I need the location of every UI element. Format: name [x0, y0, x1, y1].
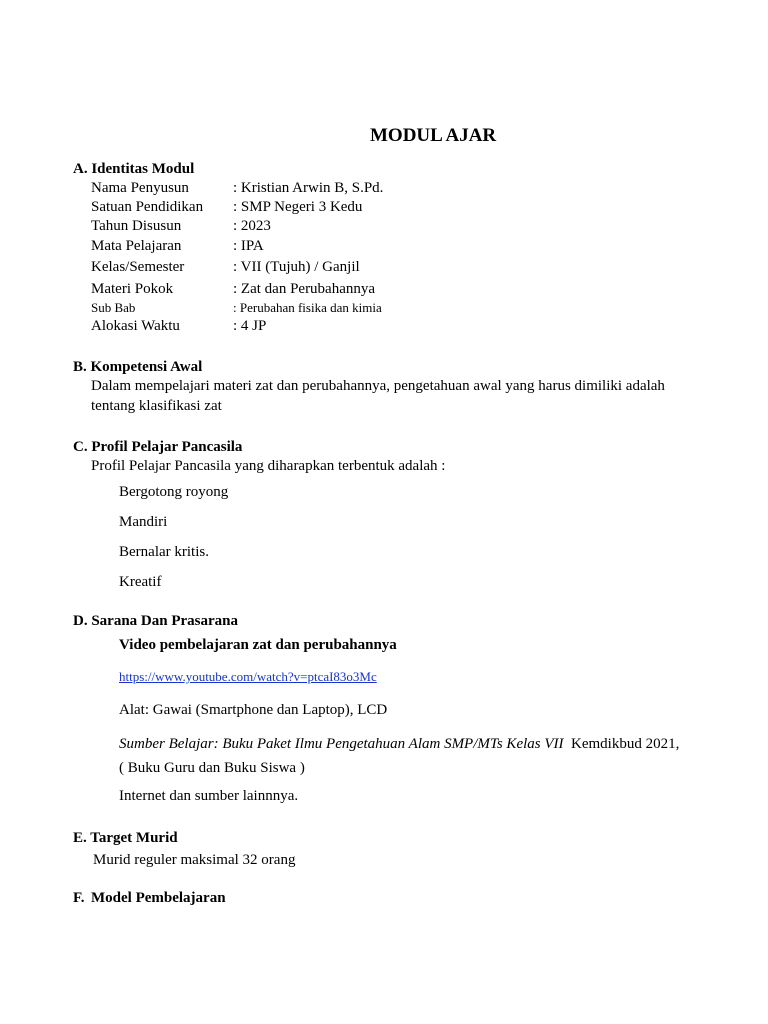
list-item: Mandiri	[119, 514, 168, 530]
list-item: Bernalar kritis.	[119, 544, 209, 560]
profil-intro: Profil Pelajar Pancasila yang diharapkan terbentuk adalah :	[91, 458, 446, 474]
list-item: Alat: Gawai (Smartphone dan Laptop), LCD	[119, 702, 388, 718]
identitas-value: : Perubahan fisika dan kimia	[233, 300, 382, 315]
section-kompetensi-heading: B. Kompetensi Awal	[73, 359, 203, 375]
identitas-label: Sub Bab	[91, 300, 136, 315]
list-item	[119, 736, 679, 753]
sumber-belajar-publisher: Kemdikbud 2021,	[571, 736, 680, 752]
identitas-label: Alokasi Waktu	[91, 318, 180, 334]
section-target-heading: E. Target Murid	[73, 830, 178, 846]
identitas-label: Kelas/Semester	[91, 259, 185, 275]
list-item: Video pembelajaran zat dan perubahannya	[119, 637, 397, 653]
kompetensi-text-line: tentang klasifikasi zat	[91, 398, 222, 414]
section-model-heading: Model Pembelajaran	[91, 890, 226, 906]
sumber-belajar-line2: ( Buku Guru dan Buku Siswa )	[119, 760, 305, 776]
identitas-label: Mata Pelajaran	[91, 238, 182, 254]
identitas-label: Materi Pokok	[91, 281, 174, 297]
identitas-value: : 4 JP	[233, 318, 267, 334]
identitas-label: Satuan Pendidikan	[91, 199, 204, 215]
section-profil-heading: C. Profil Pelajar Pancasila	[73, 439, 243, 455]
identitas-value: : 2023	[233, 218, 271, 234]
identitas-value: : VII (Tujuh) / Ganjil	[233, 259, 360, 275]
list-item: Kreatif	[119, 574, 162, 590]
youtube-link[interactable]: https://www.youtube.com/watch?v=ptcaI83o3Mc	[119, 669, 377, 684]
sumber-belajar-italic: Sumber Belajar: Buku Paket Ilmu Pengetahuan Alam SMP/MTs Kelas VII	[119, 736, 564, 752]
page-title: MODUL AJAR	[370, 125, 497, 146]
identitas-label: Nama Penyusun	[91, 180, 189, 196]
list-item: Bergotong royong	[119, 484, 229, 500]
identitas-value: : SMP Negeri 3 Kedu	[233, 199, 363, 215]
section-model-letter: F.	[73, 890, 85, 906]
section-sarana-heading: D. Sarana Dan Prasarana	[73, 613, 239, 629]
target-text: Murid reguler maksimal 32 orang	[93, 852, 296, 868]
identitas-value: : Zat dan Perubahannya	[233, 281, 376, 297]
kompetensi-text-line: Dalam mempelajari materi zat dan perubahannya, pengetahuan awal yang harus dimiliki adalah	[91, 378, 665, 394]
list-item: Internet dan sumber lainnnya.	[119, 788, 299, 804]
identitas-value: : IPA	[233, 238, 264, 254]
section-identitas-heading: A. Identitas Modul	[73, 161, 195, 177]
identitas-value: : Kristian Arwin B, S.Pd.	[233, 180, 384, 196]
identitas-label: Tahun Disusun	[91, 218, 182, 234]
